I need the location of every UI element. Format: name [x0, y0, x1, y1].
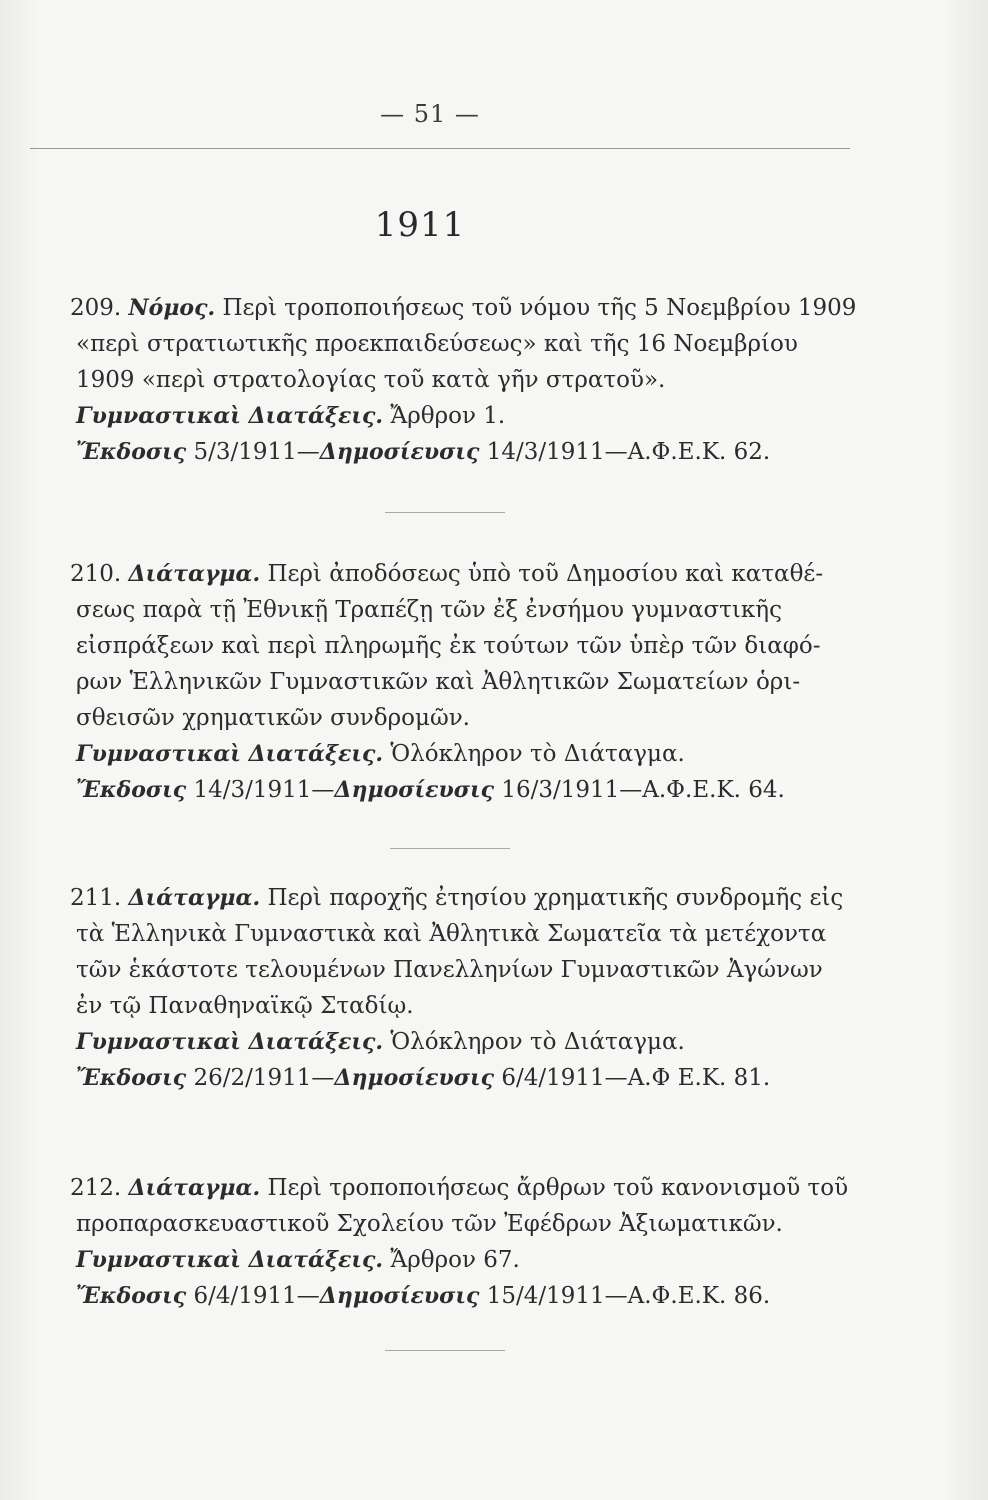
entry-first-line — [70, 556, 876, 592]
issue-line — [76, 772, 876, 808]
entry-number: 212. — [70, 1175, 122, 1201]
provisions-label: Γυμναστικαὶ Διατάξεις. — [76, 741, 384, 767]
issue-label: Ἔκδοσις — [76, 439, 187, 465]
entry-text-line: 1909 «περὶ στρατολογίας τοῦ κατὰ γῆν στρατοῦ». — [76, 367, 666, 393]
entry-210 — [70, 556, 876, 808]
entry-type: Διάταγμα. — [128, 561, 261, 587]
entry-211 — [70, 880, 876, 1096]
publication-label: Δημοσίευσις — [334, 1065, 495, 1091]
publication-label: Δημοσίευσις — [319, 1283, 480, 1309]
publication-value: 14/3/1911—Α.Φ.Ε.Κ. 62. — [486, 439, 771, 465]
entry-type: Νόμος. — [128, 295, 216, 321]
provisions-line — [76, 1024, 876, 1060]
provisions-value: Ἄρθρον 67. — [390, 1247, 520, 1273]
entry-text-line: τῶν ἑκάστοτε τελουμένων Πανελληνίων Γυμναστικῶν Ἀγώνων — [76, 957, 823, 983]
entry-type: Διάταγμα. — [128, 885, 261, 911]
issue-label: Ἔκδοσις — [76, 777, 187, 803]
publication-label: Δημοσίευσις — [334, 777, 495, 803]
issue-line — [76, 434, 876, 470]
provisions-label: Γυμναστικαὶ Διατάξεις. — [76, 403, 384, 429]
entry-212 — [70, 1170, 876, 1314]
provisions-value: Ὁλόκληρον τὸ Διάταγμα. — [390, 741, 685, 767]
entry-text-line: τὰ Ἑλληνικὰ Γυμναστικὰ καὶ Ἀθλητικὰ Σωματεῖα τὰ μετέχοντα — [76, 921, 827, 947]
page-number: — 51 — — [380, 100, 480, 128]
entry-text-line: σεως παρὰ τῇ Ἐθνικῇ Τραπέζῃ τῶν ἐξ ἐνσήμου γυμναστικῆς — [76, 597, 782, 623]
entry-text-line: «περὶ στρατιωτικῆς προεκπαιδεύσεως» καὶ τῆς 16 Νοεμβρίου — [76, 331, 798, 357]
provisions-value: Ὁλόκληρον τὸ Διάταγμα. — [390, 1029, 685, 1055]
publication-label: Δημοσίευσις — [319, 439, 480, 465]
entry-text-line: Περὶ τροποποιήσεως ἄρθρων τοῦ κανονισμοῦ τοῦ — [267, 1175, 849, 1201]
entry-text-line: ἐν τῷ Παναθηναϊκῷ Σταδίῳ. — [76, 993, 414, 1019]
publication-value: 15/4/1911—Α.Φ.Ε.Κ. 86. — [486, 1283, 771, 1309]
provisions-line — [76, 398, 876, 434]
entry-first-line — [70, 1170, 876, 1206]
entry-separator — [390, 848, 510, 849]
entry-separator — [385, 1350, 505, 1351]
publication-value: 16/3/1911—Α.Φ.Ε.Κ. 64. — [501, 777, 785, 803]
publication-value: 6/4/1911—Α.Φ Ε.Κ. 81. — [501, 1065, 771, 1091]
entry-number: 210. — [70, 561, 122, 587]
entry-first-line — [70, 290, 876, 326]
entry-number: 209. — [70, 295, 122, 321]
entry-text-line: προπαρασκευαστικοῦ Σχολείου τῶν Ἐφέδρων Ἀξιωματικῶν. — [76, 1211, 783, 1237]
issue-label: Ἔκδοσις — [76, 1065, 187, 1091]
provisions-line — [76, 1242, 876, 1278]
provisions-value: Ἄρθρον 1. — [390, 403, 506, 429]
provisions-label: Γυμναστικαὶ Διατάξεις. — [76, 1029, 384, 1055]
entry-text-line: Περὶ τροποποιήσεως τοῦ νόμου τῆς 5 Νοεμβρίου 1909 — [222, 295, 857, 321]
header-rule — [30, 148, 850, 149]
entry-first-line — [70, 880, 876, 916]
issue-date: 5/3/1911— — [193, 439, 320, 465]
entry-text-line: Περὶ παροχῆς ἐτησίου χρηματικῆς συνδρομῆς εἰς — [267, 885, 844, 911]
entry-text-line: Περὶ ἀποδόσεως ὑπὸ τοῦ Δημοσίου καὶ καταθέ- — [267, 561, 824, 587]
year-heading: 1911 — [374, 205, 466, 245]
entry-text-line: ρων Ἑλληνικῶν Γυμναστικῶν καὶ Ἀθλητικῶν Σωματείων ὁρι- — [76, 669, 801, 695]
entry-text-line: εἰσπράξεων καὶ περὶ πληρωμῆς ἐκ τούτων τῶν ὑπὲρ τῶν διαφό- — [76, 633, 821, 659]
provisions-label: Γυμναστικαὶ Διατάξεις. — [76, 1247, 384, 1273]
entry-number: 211. — [70, 885, 122, 911]
entry-209 — [70, 290, 876, 470]
entry-type: Διάταγμα. — [128, 1175, 261, 1201]
issue-label: Ἔκδοσις — [76, 1283, 187, 1309]
issue-date: 6/4/1911— — [193, 1283, 320, 1309]
provisions-line — [76, 736, 876, 772]
issue-line — [76, 1060, 876, 1096]
issue-line — [76, 1278, 876, 1314]
entry-separator — [385, 512, 505, 513]
entry-text-line: σθεισῶν χρηματικῶν συνδρομῶν. — [76, 705, 470, 731]
issue-date: 26/2/1911— — [193, 1065, 335, 1091]
issue-date: 14/3/1911— — [193, 777, 335, 803]
